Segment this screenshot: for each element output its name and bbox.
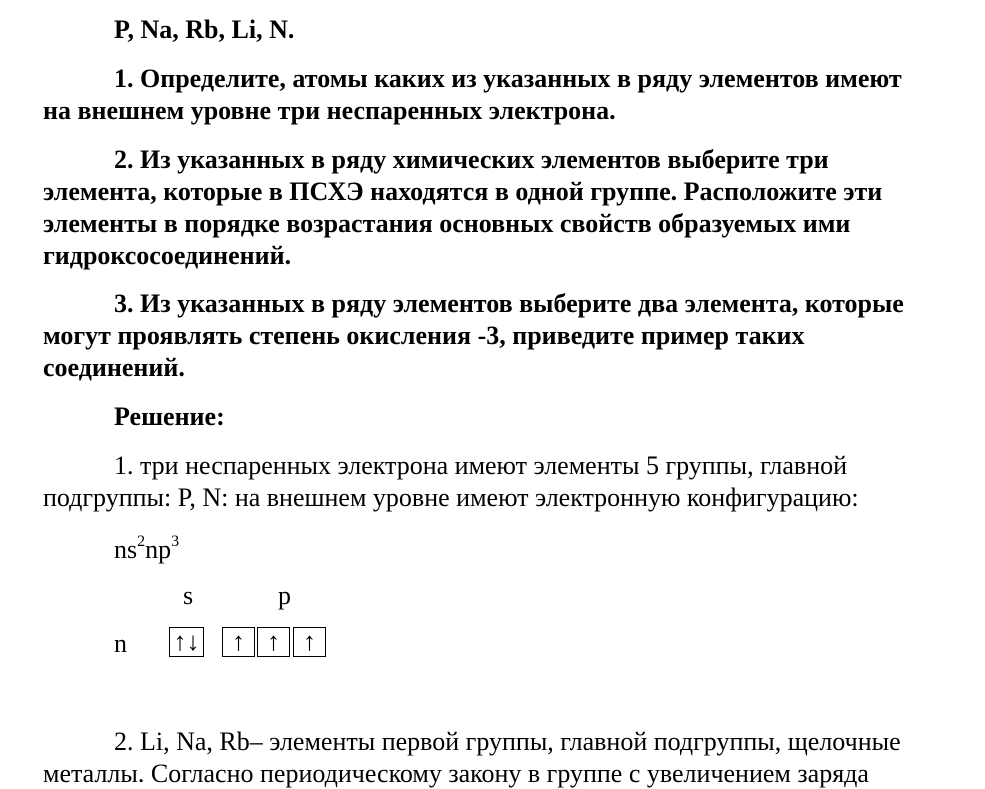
- question-2-line-4: гидроксосоединений.: [43, 241, 292, 270]
- question-3-line-3: соединений.: [43, 353, 185, 382]
- question-1-line-1: 1. Определите, атомы каких из указанных в ряду элементов имеют: [114, 64, 902, 93]
- orbital-label-s: s: [183, 581, 194, 610]
- question-2-line-2: элемента, которые в ПСХЭ находятся в одной группе. Расположите эти: [43, 177, 883, 206]
- question-3-line-1: 3. Из указанных в ряду элементов выберите два элемента, которые: [114, 289, 904, 318]
- orbital-box-s: ↑↓: [169, 627, 204, 657]
- config-ns-exponent: 2: [137, 533, 146, 551]
- element-list: P, Na, Rb, Li, N.: [114, 15, 295, 44]
- question-2-line-1: 2. Из указанных в ряду химических элементов выберите три: [114, 145, 829, 174]
- solution-heading: Решение:: [114, 402, 225, 431]
- orbital-box-p3: ↑: [293, 627, 326, 657]
- level-label-n: n: [114, 629, 127, 658]
- orbital-label-p: p: [278, 581, 291, 610]
- answer-1-line-1: 1. три неспаренных электрона имеют элементы 5 группы, главной: [114, 451, 848, 480]
- config-np: np: [145, 535, 172, 564]
- question-1-line-2: на внешнем уровне три неспаренных электрона.: [43, 96, 616, 125]
- answer-1-line-2: подгруппы: P, N: на внешнем уровне имеют электронную конфигурацию:: [43, 483, 859, 512]
- question-2-line-3: элементы в порядке возрастания основных свойств образуемых ими: [43, 209, 851, 238]
- answer-2-line-2: металлы. Согласно периодическому закону в группе с увеличением заряда: [43, 759, 869, 788]
- config-ns: ns: [114, 535, 138, 564]
- answer-2-line-1: 2. Li, Na, Rb– элементы первой группы, главной подгруппы, щелочные: [114, 727, 901, 756]
- question-3-line-2: могут проявлять степень окисления -3, приведите пример таких: [43, 321, 805, 350]
- orbital-box-p2: ↑: [257, 627, 290, 657]
- config-np-exponent: 3: [171, 533, 180, 551]
- orbital-box-p1: ↑: [222, 627, 255, 657]
- electron-configuration: [114, 535, 179, 565]
